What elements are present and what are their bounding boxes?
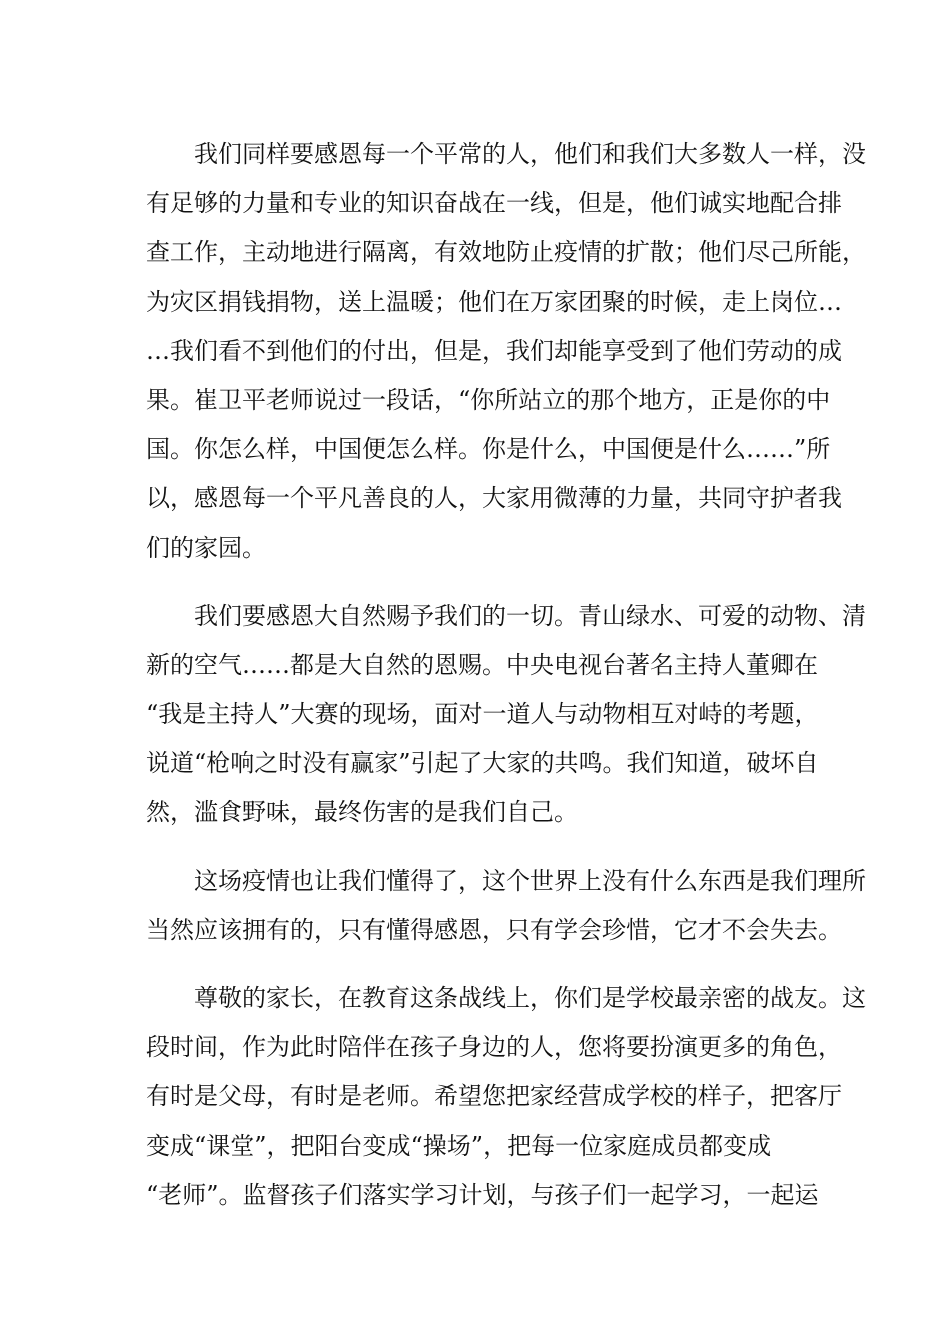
text-line: “老师”。监督孩子们落实学习计划，与孩子们一起学习，一起运 (146, 1180, 819, 1209)
text-line: 查工作，主动地进行隔离，有效地防止疫情的扩散；他们尽己所能， (146, 238, 866, 267)
text-line: 尊敬的家长，在教育这条战线上，你们是学校最亲密的战友。这 (146, 984, 866, 1012)
paragraph-spacer (146, 955, 806, 974)
paragraph-epidemic-lesson (146, 857, 866, 955)
paragraph-spacer (146, 838, 806, 857)
text-line: 有时是父母，有时是老师。希望您把家经营成学校的样子，把客厅 (146, 1082, 842, 1111)
text-line: 以，感恩每一个平凡善良的人，大家用微薄的力量，共同守护者我 (146, 484, 842, 513)
text-line: 说道“枪响之时没有赢家”引起了大家的共鸣。我们知道，破坏自 (146, 749, 819, 778)
text-line: 国。你怎么样，中国便怎么样。你是什么，中国便是什么……”所 (146, 435, 831, 464)
text-line: 这场疫情也让我们懂得了，这个世界上没有什么东西是我们理所 (146, 866, 866, 895)
text-line: …我们看不到他们的付出，但是，我们却能享受到了他们劳动的成 (146, 336, 842, 365)
text-line: 新的空气……都是大自然的恩赐。中央电视台著名主持人董卿在 (146, 650, 818, 679)
text-line: 当然应该拥有的，只有懂得感恩，只有学会珍惜，它才不会失去。 (146, 915, 842, 944)
text-line: 我们同样要感恩每一个平常的人，他们和我们大多数人一样，没 (146, 140, 866, 168)
text-line: 果。崔卫平老师说过一段话，“你所站立的那个地方，正是你的中 (146, 385, 831, 414)
text-line: 有足够的力量和专业的知识奋战在一线，但是，他们诚实地配合排 (146, 189, 842, 218)
text-line: “我是主持人”大赛的现场，面对一道人与动物相互对峙的考题， (146, 700, 819, 729)
paragraph-gratitude-nature (146, 592, 866, 838)
text-line: 变成“课堂”，把阳台变成“操场”，把每一位家庭成员都变成 (146, 1131, 772, 1160)
text-line: 然，滥食野味，最终伤害的是我们自己。 (146, 798, 578, 827)
paragraph-gratitude-ordinary-people (146, 130, 866, 573)
paragraph-spacer (146, 573, 806, 592)
text-line: 为灾区捐钱捐物，送上温暖；他们在万家团聚的时候，走上岗位… (146, 287, 842, 316)
text-line: 我们要感恩大自然赐予我们的一切。青山绿水、可爱的动物、清 (146, 601, 866, 630)
text-line: 们的家园。 (146, 533, 266, 562)
body-text (146, 130, 866, 1220)
text-line: 段时间，作为此时陪伴在孩子身边的人，您将要扮演更多的角色， (146, 1033, 842, 1062)
paragraph-parents (146, 974, 866, 1220)
